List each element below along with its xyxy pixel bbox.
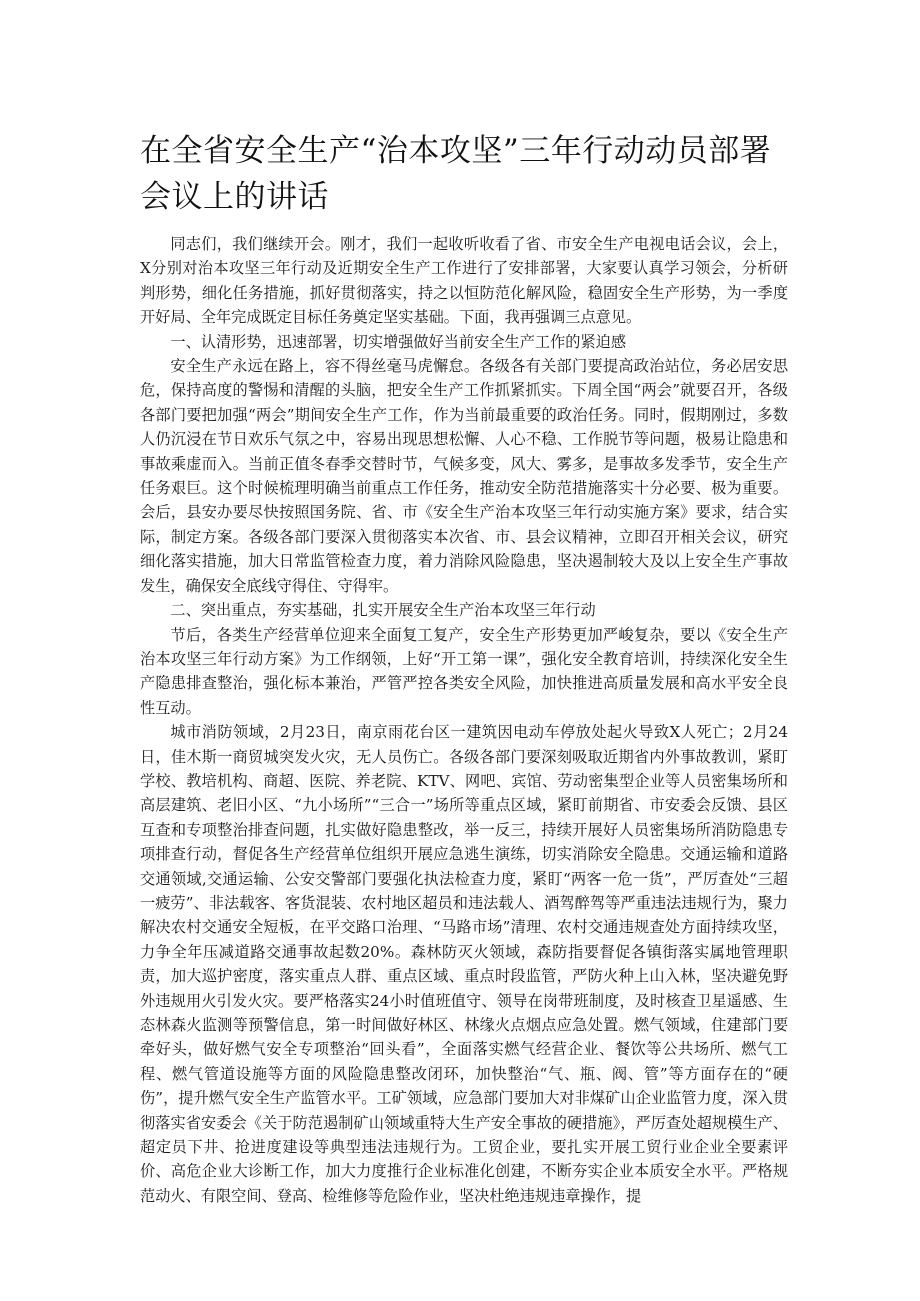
paragraph-section-2-intro: 节后，各类生产经营单位迎来全面复工复产，安全生产形势更加严峻复杂，要以《安全生产治本攻坚三年行动方案》为工作纲领，上好“开工第一课”，强化安全教育培训，持续深化安全生产隐患排查整治，强化标本兼治，严管严控各类安全风险，加快推进高质量发展和高水平安全良性互动。 [140,625,788,717]
document-title: 在全省安全生产“治本攻坚”三年行动动员部署会议上的讲话 [140,133,772,215]
paragraph-section-2-fields: 城市消防领域，2月23日，南京雨花台区一建筑因电动车停放处起火导致X人死亡；2月24日，佳木斯一商贸城突发火灾，无人员伤亡。各级各部门要深刻吸取近期省内外事故教训，紧盯学校、教培机构、商超、医院、养老院、KTV、网吧、宾馆、劳动密集型企业等人员密集场所和高层建筑、老旧小区、“九小场所”“三合一”场所等重点区域，紧盯前期省、市安委会反馈、县区互查和专项整治排查问题，扎实做好隐患整改，举一反三，持续开展好人员密集场所消防隐患专项排查行动，督促各生产经营单位组织开展应急逃生演练，切实消除安全隐患。交通运输和道路交通领域,交通运输、公安交警部门要强化执法检查力度，紧盯“两客一危一货”，严厉查处“三超一疲劳”、非法载客、客货混装、农村地区超员和违法载人、酒驾醉驾等严重违法违规行为，聚力解决农村交通安全短板，在平交路口治理、“马路市场”清理、农村交通违规查处方面持续攻坚，力争全年压减道路交通事故起数20%。森林防灭火领域，森防指要督促各镇街落实属地管理职责，加大巡护密度，落实重点人群、重点区域、重点时段监管，严防火种上山入林，坚决避免野外违规用火引发火灾。要严格落实24小时值班值守、领导在岗带班制度，及时核查卫星遥感、生态林森火监测等预警信息，第一时间做好林区、林缘火点烟点应急处置。燃气领域，住建部门要牵好头，做好燃气安全专项整治“回头看”，全面落实燃气经营企业、餐饮等公共场所、燃气工程、燃气管道设施等方面的风险隐患整改闭环，加快整治“气、瓶、阀、管”等方面存在的“硬伤”，提升燃气安全生产监管水平。工矿领域，应急部门要加大对非煤矿山企业监管力度，深入贯彻落实省安委会《关于防范遏制矿山领域重特大生产安全事故的硬措施》，严厉查处超规模生产、超定员下井、抢进度建设等典型违法违规行为。工贸企业，要扎实开展工贸行业企业全要素评价、高危企业大诊断工作，加大力度推行企业标准化创建，不断夯实企业本质安全水平。严格规范动火、有限空间、登高、检维修等危险作业，坚决杜绝违规违章操作，提 [140,723,788,1205]
paragraph-opening: 同志们，我们继续开会。刚才，我们一起收听收看了省、市安全生产电视电话会议，会上，X分别对治本攻坚三年行动及近期安全生产工作进行了安排部署，大家要认真学习领会，分析研判形势，细化任务措施，抓好贯彻落实，持之以恒防范化解风险，稳固安全生产形势，为一季度开好局、全年完成既定目标任务奠定坚实基础。下面，我再强调三点意见。 [140,235,788,327]
section-heading-2: 二、突出重点，夯实基础，扎实开展安全生产治本攻坚三年行动 [170,601,596,620]
document-body [140,232,788,1208]
section-heading-1: 一、认清形势，迅速部署，切实增强做好当前安全生产工作的紧迫感 [170,332,627,351]
paragraph-section-1: 安全生产永远在路上，容不得丝毫马虎懈怠。各级各有关部门要提高政治站位，务必居安思危，保持高度的警惕和清醒的头脑，把安全生产工作抓紧抓实。下周全国“两会”就要召开，各级各部门要把加强“两会”期间安全生产工作，作为当前最重要的政治任务。同时，假期刚过，多数人仍沉浸在节日欢乐气氛之中，容易出现思想松懈、人心不稳、工作脱节等问题，极易让隐患和事故乘虚而入。当前正值冬春季交替时节，气候多变，风大、雾多，是事故多发季节，安全生产任务艰巨。这个时候梳理明确当前重点工作任务，推动安全防范措施落实十分必要、极为重要。会后，县安办要尽快按照国务院、省、市《安全生产治本攻坚三年行动实施方案》要求，结合实际，制定方案。各级各部门要深入贯彻落实本次省、市、县会议精神，立即召开相关会议，研究细化落实措施，加大日常监管检查力度，着力消除风险隐患，坚决遏制较大及以上安全生产事故发生，确保安全底线守得住、守得牢。 [140,357,788,595]
